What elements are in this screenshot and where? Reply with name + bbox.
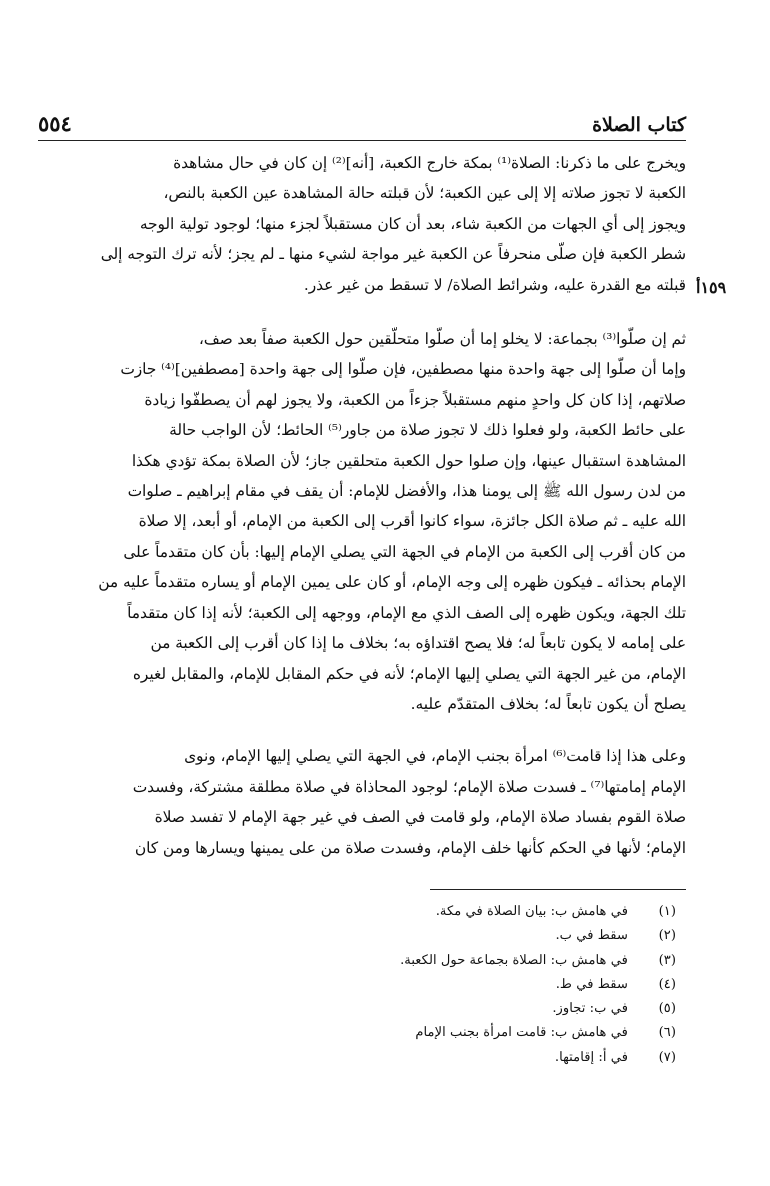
text-line: شطر الكعبة فإن صلّى منحرفاً عن الكعبة غير مواجة لشيء منها ـ لم يجز؛ لأنه ترك التوجه إلى: [100, 245, 686, 264]
text-line: تلك الجهة، ويكون ظهره إلى الصف الذي مع الإمام، ووجهه إلى الكعبة؛ لأنه إذا كان متقدماً: [127, 603, 686, 622]
paragraph-2: [38, 324, 686, 719]
footnotes: [38, 900, 686, 1070]
footnote-number: (٣): [658, 952, 676, 968]
footnote-rule: [430, 889, 686, 890]
footnote: [38, 997, 686, 1021]
footnote: [38, 900, 686, 924]
text-line: قبلته مع القدرة عليه، وشرائط الصلاة/ لا تسقط من غير عذر.: [303, 275, 686, 294]
paragraph-1: [38, 148, 686, 300]
footnote: [38, 924, 686, 948]
text-line: الله عليه ـ ثم صلاة الكل جائزة، سواء كانوا أقرب إلى الكعبة من الإمام، أو أبعد، إلا صلاة: [138, 512, 686, 531]
book-title: كتاب الصلاة: [592, 114, 686, 136]
main-text: [38, 148, 686, 863]
text-line: من لدن رسول الله ﷺ إلى يومنا هذا، والأفضل للإمام: أن يقف في مقام إبراهيم ـ صلوات: [127, 482, 686, 501]
text-line: الكعبة لا تجوز صلاته إلا إلى عين الكعبة؛ لأن قبلته حالة المشاهدة عين الكعبة بالنص،: [163, 184, 686, 203]
footnote-text: في أ: إقامتها.: [554, 1049, 628, 1065]
footnote-number: (٥): [658, 1001, 676, 1017]
text-line: ويخرج على ما ذكرنا: الصلاة⁽¹⁾ بمكة خارج الكعبة، [أنه]⁽²⁾ إن كان في حال مشاهدة: [173, 154, 686, 172]
footnote-text: سقط في ط.: [555, 976, 628, 992]
text-line: ويجوز إلى أي الجهات من الكعبة شاء، بعد أن كان مستقبلاً لجزء منها؛ لوجود تولية الوجه: [139, 214, 686, 233]
footnote-text: في ب: تجاوز.: [552, 1001, 628, 1017]
text-line: من كان أقرب إلى الكعبة من الإمام في الجهة التي يصلي الإمام إليها: بأن كان متقدماً على: [123, 542, 686, 561]
footnote: [38, 973, 686, 997]
footnote-number: (٢): [658, 928, 676, 944]
footnote: [38, 1021, 686, 1045]
footnote-number: (٧): [658, 1049, 676, 1065]
text-line: صلاتهم، إذا كان كل واحدٍ منهم مستقبلاً جزءاً من الكعبة، ولا يجوز لهم أن يصطفّوا زيادة: [144, 390, 686, 409]
text-line: وإما أن صلّوا إلى جهة واحدة منها مصطفين، فإن صلّوا إلى جهة واحدة [مصطفين]⁽⁴⁾ جازت: [120, 360, 686, 379]
text-line: صلاة القوم بفساد صلاة الإمام، ولو قامت في الصف في غير جهة الإمام لا تفسد صلاة: [154, 808, 686, 827]
footnote-number: (٦): [658, 1025, 676, 1041]
paragraph-3: [38, 741, 686, 863]
footnote-text: في هامش ب: الصلاة بجماعة حول الكعبة.: [400, 952, 628, 968]
text-line: الإمام إمامتها⁽⁷⁾ ـ فسدت صلاة الإمام؛ لوجود المحاذاة في صلاة مطلقة مشتركة، وفسدت: [132, 777, 686, 796]
footnote: [38, 949, 686, 973]
text-line: على حائط الكعبة، ولو فعلوا ذلك لا تجوز صلاة من جاور⁽⁵⁾ الحائط؛ لأن الواجب حالة: [169, 421, 686, 440]
text-line: المشاهدة استقبال عينها، وإن صلوا حول الكعبة متحلقين جاز؛ لأن الصلاة بمكة تؤدي هكذا: [131, 451, 686, 470]
text-line: ثم إن صلّوا⁽³⁾ بجماعة: لا يخلو إما أن صلّوا متحلّقين حول الكعبة صفاً بعد صف،: [198, 330, 686, 349]
text-line: الإمام بحذائه ـ فيكون ظهره إلى وجه الإمام، أو كان على يمين الإمام أو يساره متقدماً عليه من: [98, 573, 686, 592]
footnote-text: سقط في ب.: [555, 928, 628, 944]
text-line: الإمام؛ لأنها في الحكم كأنها خلف الإمام، وفسدت صلاة من على يمينها ويسارها ومن كان: [134, 838, 686, 857]
text-line: على إمامه لا يكون تابعاً له؛ فلا يصح اقتداؤه به؛ بخلاف ما إذا كان أقرب إلى الكعبة من: [150, 634, 686, 653]
page-number: ٥٥٤: [38, 111, 72, 136]
footnote: [38, 1046, 686, 1070]
footnote-text: في هامش ب: قامت امرأة بجنب الإمام: [415, 1025, 628, 1041]
manuscript-folio-marker: ١٥٩أ: [696, 278, 727, 297]
text-line: يصلح أن يكون تابعاً له؛ بخلاف المتقدّم عليه.: [410, 694, 686, 713]
footnote-text: في هامش ب: بيان الصلاة في مكة.: [435, 904, 628, 919]
footnote-number: (١): [658, 904, 676, 919]
text-line: وعلى هذا إذا قامت⁽⁶⁾ امرأة بجنب الإمام، في الجهة التي يصلي إليها الإمام، ونوى: [184, 747, 686, 766]
page-header: [38, 96, 686, 136]
header-rule: [38, 140, 686, 141]
footnote-number: (٤): [658, 976, 676, 992]
text-line: الإمام، من غير الجهة التي يصلي إليها الإمام؛ لأنه في حكم المقابل للإمام، والمقابل لغيره: [132, 664, 686, 683]
